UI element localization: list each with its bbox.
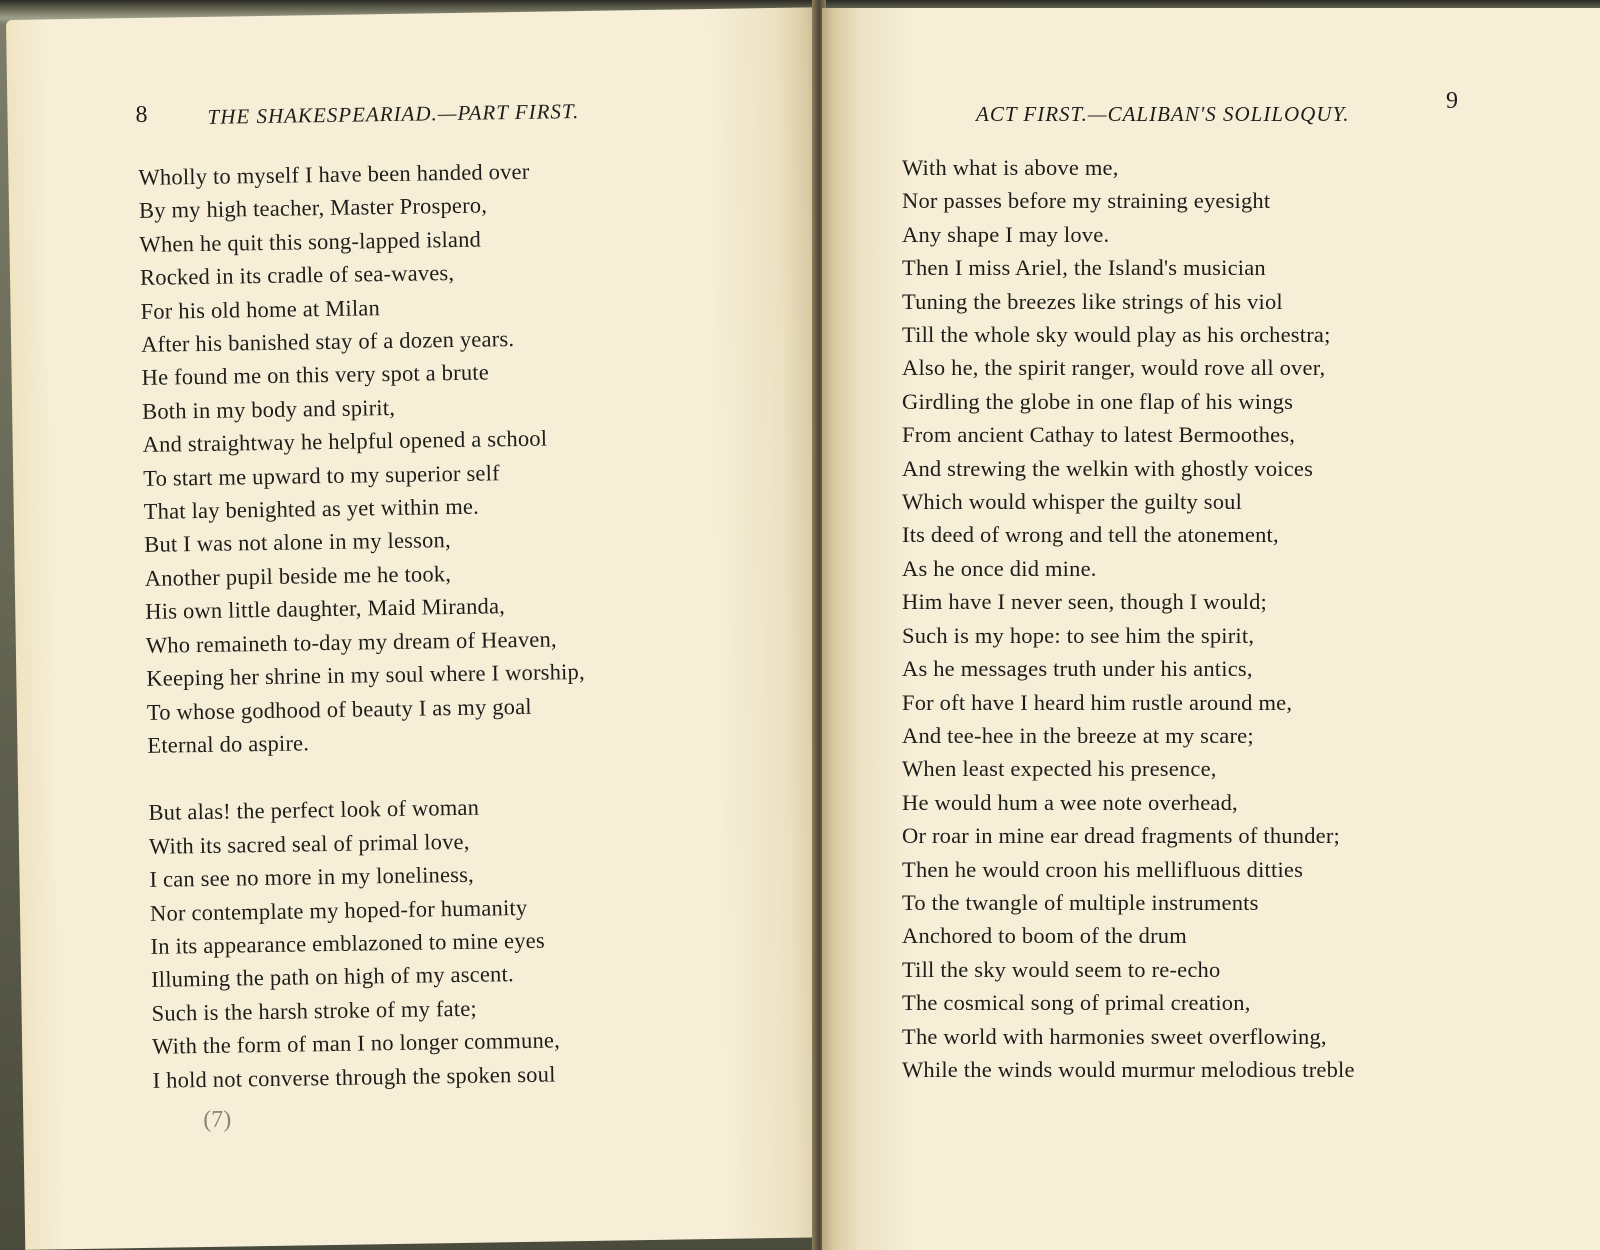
verse-line: He found me on this very spot a brute	[141, 359, 490, 391]
running-head: THE SHAKESPEARIAD.—PART FIRST.	[207, 99, 580, 129]
verse-line: That lay benighted as yet within me.	[143, 493, 480, 524]
verse-line: Him have I never seen, though I would;	[902, 589, 1268, 615]
verse-line: But I was not alone in my lesson,	[144, 527, 451, 558]
verse-line: His own little daughter, Maid Miranda,	[145, 593, 506, 625]
verse-line: Then he would croon his mellifluous ditties	[902, 856, 1304, 882]
verse-line: With what is above me,	[902, 155, 1119, 180]
verse-line: Tuning the breezes like strings of his viol	[902, 288, 1283, 314]
verse-line: To whose godhood of beauty I as my goal	[146, 693, 532, 725]
verse-block	[138, 154, 591, 1097]
verse-line: Also he, the spirit ranger, would rove all over,	[902, 355, 1326, 381]
verse-line: For his old home at Milan	[140, 294, 381, 324]
verse-line: When he quit this song-lapped island	[139, 226, 482, 257]
verse-line: Till the whole sky would play as his orchestra;	[902, 322, 1331, 348]
verse-line: Nor contemplate my hoped-for humanity	[149, 894, 528, 926]
verse-line: From ancient Cathay to latest Bermoothes,	[902, 422, 1296, 448]
verse-line: Another pupil beside me he took,	[144, 560, 452, 591]
verse-line: Nor passes before my straining eyesight	[902, 188, 1271, 214]
verse-line: Any shape I may love.	[902, 221, 1110, 247]
verse-line: And strewing the welkin with ghostly voices	[902, 455, 1314, 481]
left-page	[6, 7, 839, 1250]
page-number: 9	[1446, 88, 1458, 114]
verse-line: To start me upward to my superior self	[143, 459, 500, 491]
verse-line: Eternal do aspire.	[147, 730, 310, 758]
verse-line: Its deed of wrong and tell the atonement,	[902, 522, 1279, 548]
verse-line: With its sacred seal of primal love,	[148, 828, 470, 859]
verse-line: After his banished stay of a dozen years.	[140, 326, 515, 357]
verse-line: And straightway he helpful opened a school	[142, 425, 548, 458]
verse-line: Anchored to boom of the drum	[902, 923, 1187, 949]
verse-line: Or roar in mine ear dread fragments of thunder;	[902, 823, 1340, 849]
verse-line: As he once did mine.	[902, 555, 1097, 581]
verse-line: When least expected his presence,	[902, 756, 1217, 782]
folio-mark: (7)	[203, 1106, 232, 1134]
verse-line: With the form of man I no longer commune,	[151, 1027, 561, 1059]
verse-line: Till the sky would seem to re-echo	[902, 956, 1221, 982]
verse-line: Girdling the globe in one flap of his wings	[902, 388, 1294, 414]
verse-line: Then I miss Ariel, the Island's musician	[902, 255, 1266, 281]
verse-line: I can see no more in my loneliness,	[149, 861, 475, 892]
verse-line: As he messages truth under his antics,	[902, 656, 1253, 682]
verse-line: Illuming the path on high of my ascent.	[150, 961, 514, 993]
verse-line: In its appearance emblazoned to mine eyes	[150, 927, 546, 959]
stanza	[138, 154, 586, 762]
right-page	[822, 8, 1600, 1250]
verse-block	[902, 151, 1355, 1086]
verse-line: While the winds would murmur melodious treble	[902, 1056, 1355, 1082]
verse-line: Rocked in its cradle of sea-waves,	[139, 260, 455, 291]
verse-line: He would hum a wee note overhead,	[902, 789, 1238, 815]
verse-line: To the twangle of multiple instruments	[902, 889, 1259, 915]
verse-line: But alas! the perfect look of woman	[148, 794, 480, 826]
verse-line: Both in my body and spirit,	[141, 394, 396, 424]
verse-line: Wholly to myself I have been handed over	[138, 158, 530, 190]
running-head: ACT FIRST.—CALIBAN'S SOLILOQUY.	[976, 102, 1350, 126]
verse-line: I hold not converse through the spoken soul	[152, 1061, 556, 1093]
verse-line: Keeping her shrine in my soul where I worship,	[146, 659, 585, 691]
stanza	[148, 789, 591, 1097]
verse-line: Which would whisper the guilty soul	[902, 489, 1243, 515]
verse-line: Such is my hope: to see him the spirit,	[902, 622, 1255, 648]
verse-line: The world with harmonies sweet overflowing,	[902, 1023, 1327, 1049]
verse-line: The cosmical song of primal creation,	[902, 990, 1251, 1016]
page-number: 8	[135, 101, 148, 128]
verse-line: Who remaineth to-day my dream of Heaven,	[145, 626, 557, 658]
verse-line: And tee-hee in the breeze at my scare;	[902, 722, 1254, 748]
verse-line: For oft have I heard him rustle around me,	[902, 689, 1293, 715]
verse-line: Such is the harsh stroke of my fate;	[151, 995, 478, 1026]
verse-line: By my high teacher, Master Prospero,	[138, 192, 488, 224]
